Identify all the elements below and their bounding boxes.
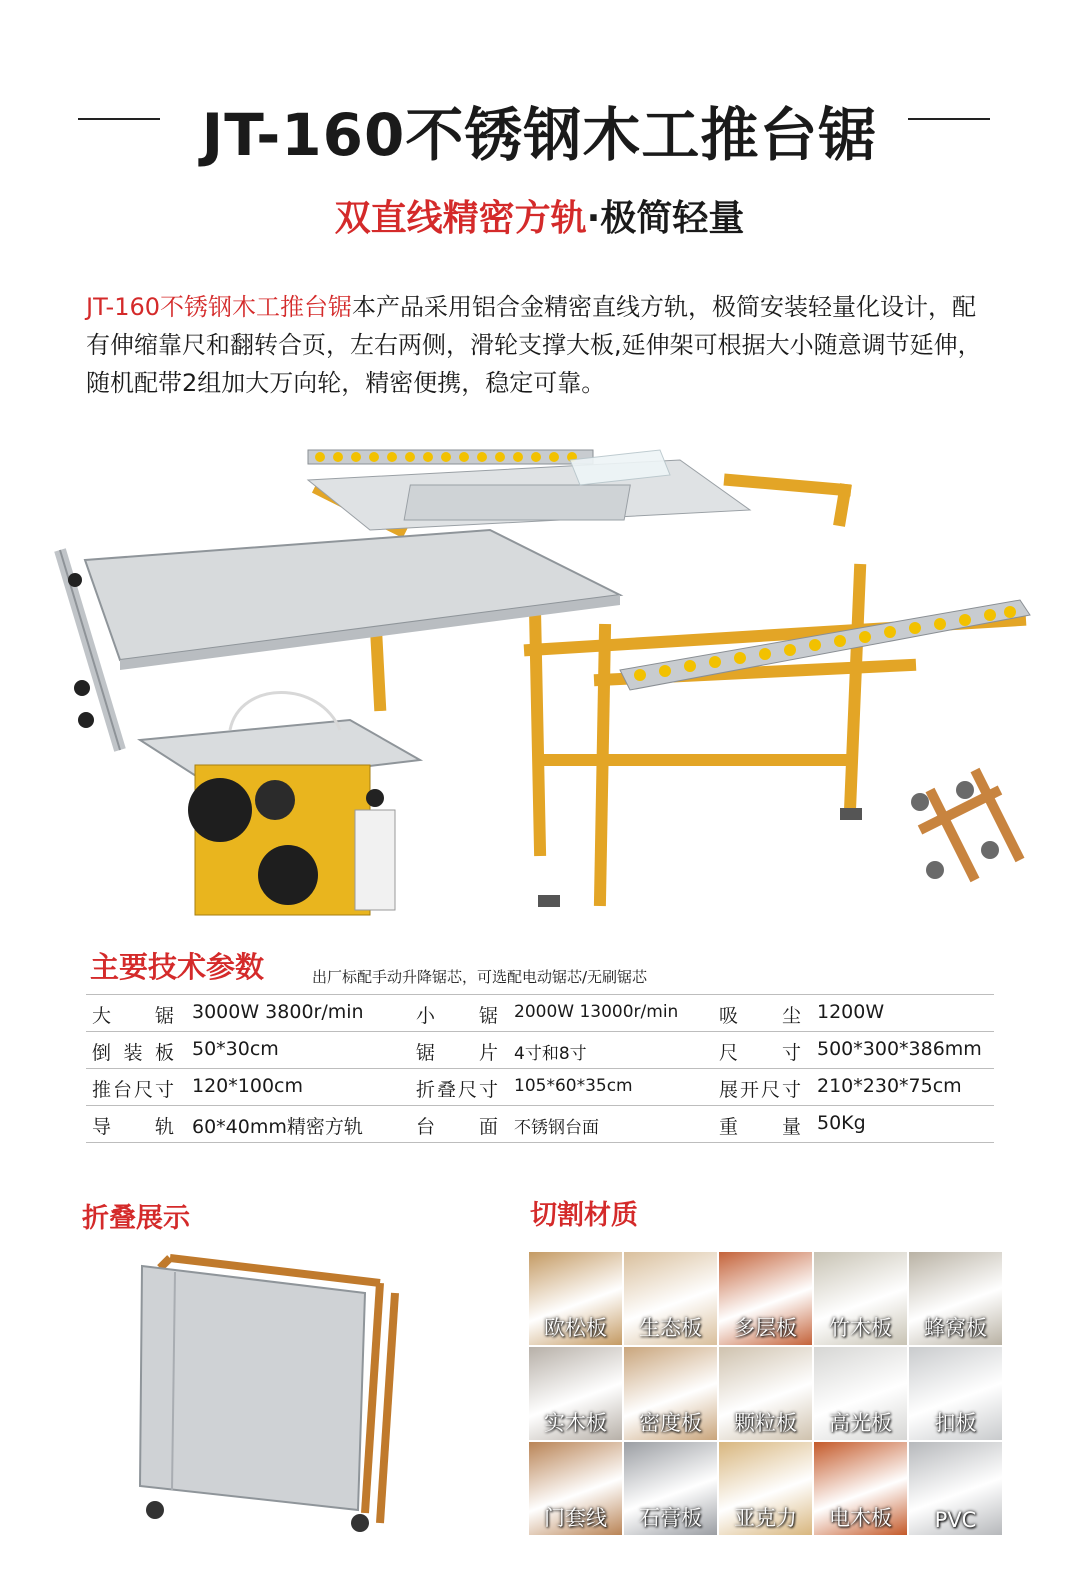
spec-note: 出厂标配手动升降锯芯，可选配电动锯芯/无刷锯芯 <box>312 968 648 986</box>
material-tile <box>909 1252 1002 1345</box>
material-label: 门套线 <box>544 1506 607 1530</box>
intro-text: 本产品采用铝合金精密直线方轨，极简安装轻量化设计，配有伸缩靠尺和翻转合页，左右两侧，滑轮支撑大板,延伸架可根据大小随意调节延伸，随机配带2组加大万向轮，精密便携，稳定可靠。 <box>86 293 982 397</box>
spec-label: 重量 <box>719 1116 801 1138</box>
product-photo <box>40 430 1040 930</box>
spec-table <box>86 994 994 1143</box>
material-tile <box>624 1442 717 1535</box>
material-tile <box>909 1442 1002 1535</box>
spec-value: 50Kg <box>817 1112 866 1134</box>
spec-value: 210*230*75cm <box>817 1075 962 1097</box>
spec-value: 120*100cm <box>192 1075 303 1097</box>
material-label: 亚克力 <box>734 1506 797 1530</box>
mini-saw-unit <box>140 693 420 916</box>
material-tile <box>814 1442 907 1535</box>
material-label: 欧松板 <box>544 1316 607 1340</box>
spec-value: 1200W <box>817 1001 885 1023</box>
material-heading: 切割材质 <box>530 1200 638 1231</box>
spec-label: 小锯 <box>416 1005 498 1027</box>
rear-roller-rail <box>308 450 593 464</box>
material-label: 高光板 <box>829 1411 892 1435</box>
spec-row <box>86 1106 994 1143</box>
spec-label: 折叠尺寸 <box>416 1079 498 1101</box>
material-tile <box>529 1252 622 1345</box>
material-tile <box>909 1347 1002 1440</box>
spec-value: 不锈钢台面 <box>514 1118 599 1138</box>
spec-heading: 主要技术参数 <box>90 950 265 984</box>
spec-label: 吸尘 <box>719 1005 801 1027</box>
subtitle-highlight: 双直线精密方轨 <box>334 198 587 239</box>
subtitle-rest: ·极简轻量 <box>586 198 745 239</box>
fold-heading: 折叠展示 <box>82 1203 190 1234</box>
material-tile <box>814 1347 907 1440</box>
material-tile <box>624 1347 717 1440</box>
intro-paragraph <box>86 288 996 402</box>
material-grid <box>529 1252 1005 1537</box>
spec-label: 大锯 <box>92 1005 174 1027</box>
material-label: 石膏板 <box>639 1506 702 1530</box>
spec-label: 尺寸 <box>719 1042 801 1064</box>
material-tile <box>624 1252 717 1345</box>
material-label: 蜂窝板 <box>924 1316 987 1340</box>
material-tile <box>529 1442 622 1535</box>
spec-label: 推台尺寸 <box>92 1079 174 1101</box>
spec-label: 倒装板 <box>92 1042 174 1064</box>
spec-row <box>86 1069 994 1106</box>
spec-label: 导轨 <box>92 1116 174 1138</box>
material-label: 生态板 <box>639 1316 702 1340</box>
spec-value: 500*300*386mm <box>817 1038 982 1060</box>
spec-value: 105*60*35cm <box>514 1076 633 1096</box>
spec-value: 50*30cm <box>192 1038 279 1060</box>
material-label: 扣板 <box>934 1411 977 1435</box>
spec-value: 3000W 3800r/min <box>192 1001 364 1023</box>
spec-label: 锯片 <box>416 1042 498 1064</box>
material-label: 颗粒板 <box>734 1411 797 1435</box>
spec-value: 60*40mm精密方轨 <box>192 1116 363 1138</box>
page-title: JT-160不锈钢木工推台锯 <box>201 101 878 169</box>
material-label: 实木板 <box>544 1411 607 1435</box>
spec-label: 台面 <box>416 1116 498 1138</box>
material-label: 电木板 <box>829 1506 892 1530</box>
intro-product-name: JT-160不锈钢木工推台锯 <box>86 293 353 321</box>
spec-row <box>86 1032 994 1069</box>
material-label: PVC <box>934 1508 977 1532</box>
spec-row <box>86 994 994 1032</box>
material-tile <box>719 1252 812 1345</box>
spec-label: 展开尺寸 <box>719 1079 801 1101</box>
material-tile <box>814 1252 907 1345</box>
folded-saw-photo <box>130 1248 430 1533</box>
spec-value: 2000W 13000r/min <box>514 1002 679 1022</box>
material-label: 多层板 <box>734 1316 797 1340</box>
material-tile <box>529 1347 622 1440</box>
page-subtitle <box>0 190 1079 241</box>
material-tile <box>719 1442 812 1535</box>
spec-value: 4寸和8寸 <box>514 1044 587 1064</box>
material-tile <box>719 1347 812 1440</box>
material-label: 竹木板 <box>829 1316 892 1340</box>
material-label: 密度板 <box>639 1411 702 1435</box>
